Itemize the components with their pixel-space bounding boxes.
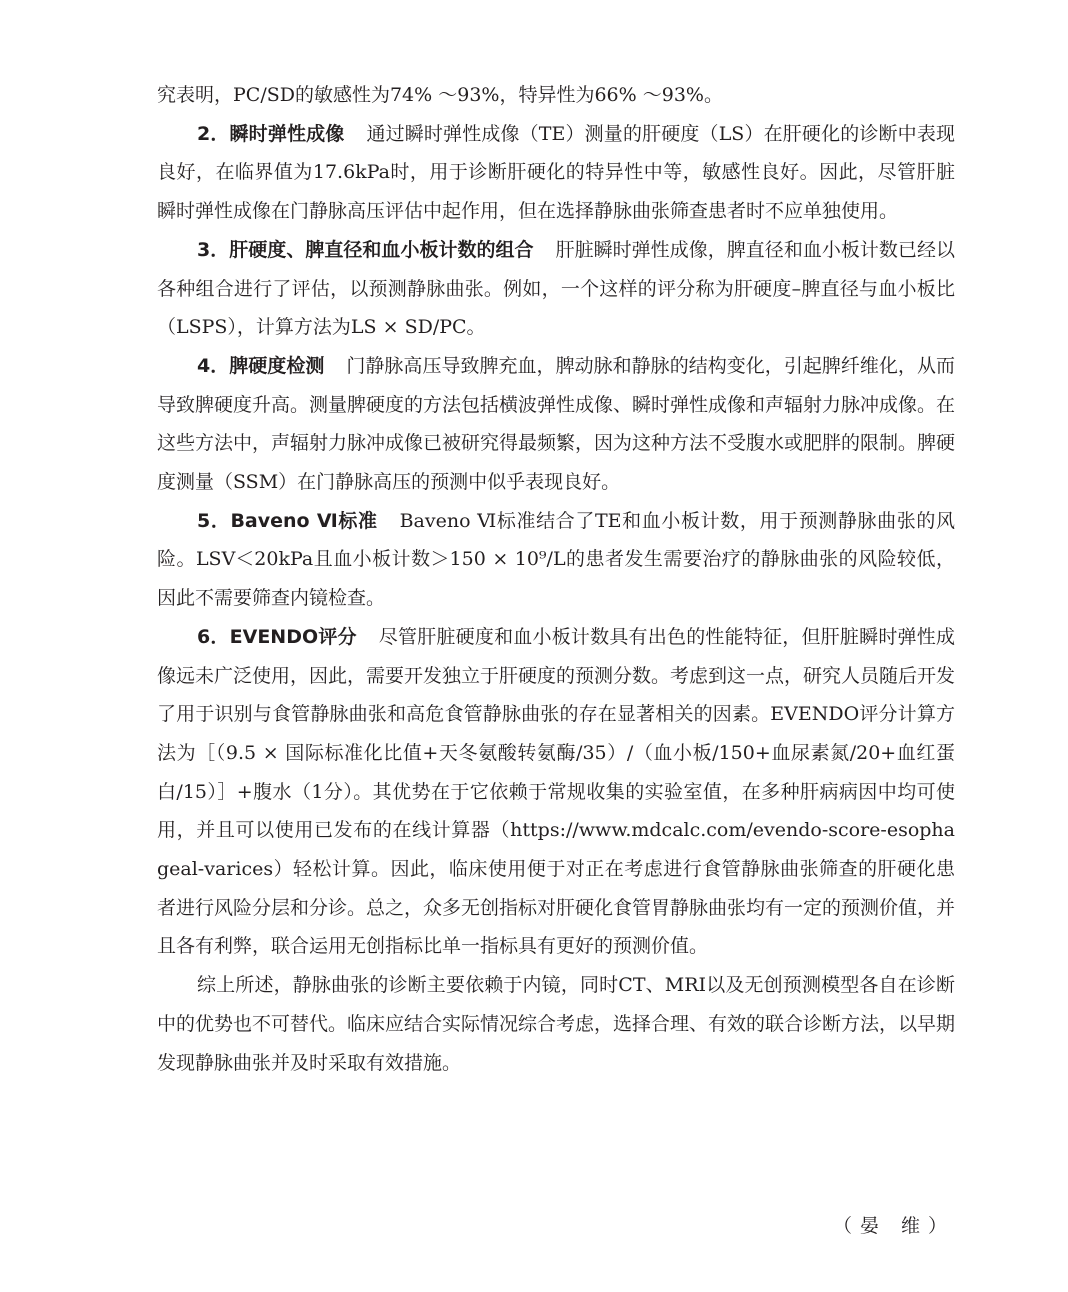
- paragraph-text: 综上所述，静脉曲张的诊断主要依赖于内镜，同时CT、MRI以及无创预测模型各自在诊断中的优势也不可替代。临床应结合实际情况综合考虑，选择合理、有效的联合诊断方法，以早期发现静脉曲张并及时采取有效措施。: [157, 974, 956, 1074]
- section-heading: 3．肝硬度、脾直径和血小板计数的组合: [197, 238, 534, 261]
- paragraph-text: 究表明，PC/SD的敏感性为74% ～93%，特异性为66% ～93%。: [157, 84, 723, 106]
- paragraph-text: 尽管肝脏硬度和血小板计数具有出色的性能特征，但肝脏瞬时弹性成像远未广泛使用，因此，需要开发独立于肝硬度的预测分数。考虑到这一点，研究人员随后开发了用于识别与食管静脉曲张和高危食管静脉曲张的存在显著相关的因素。EVENDO评分计算方法为［（9.5 × 国际标准化比值+天冬氨酸转氨酶/35）/（血小板/150+血尿素氮/20+血红蛋白/15）］+腹水（1分）。其优势在于它依赖于常规收集的实验室值，在多种肝病病因中均可使用，并且可以使用已发布的在线计算器（https://www.mdcalc.com/evendo-score-esophageal-varices）轻松计算。因此，临床使用便于对正在考虑进行食管静脉曲张筛查的肝硬化患者进行风险分层和分诊。总之，众多无创指标对肝硬化食管胃静脉曲张均有一定的预测价值，并且各有利弊，联合运用无创指标比单一指标具有更好的预测价值。: [157, 625, 956, 958]
- paragraph-text: Baveno Ⅵ标准结合了TE和血小板计数，用于预测静脉曲张的风险。LSV＜20kPa且血小板计数＞150 × 10⁹/L的患者发生需要治疗的静脉曲张的风险较低，因此不需要筛查内镜检查。: [157, 509, 956, 610]
- section-heading: 5．Baveno Ⅵ标准: [197, 509, 378, 532]
- author-signature: （晏 维）: [832, 1215, 955, 1237]
- document-body: [157, 76, 955, 1082]
- paragraph-evendo: [157, 618, 955, 966]
- paragraph-lsps: [157, 231, 955, 347]
- paragraph-text: 肝脏瞬时弹性成像，脾直径和血小板计数已经以各种组合进行了评估，以预测静脉曲张。例如，一个这样的评分称为肝硬度–脾直径与血小板比（LSPS），计算方法为LS × SD/PC。: [157, 238, 955, 339]
- section-heading: 6．EVENDO评分: [197, 625, 357, 648]
- paragraph-continuation: [157, 76, 955, 115]
- paragraph-transient-elastography: [157, 115, 955, 231]
- section-heading: 4．脾硬度检测: [197, 354, 325, 377]
- paragraph-text: 门静脉高压导致脾充血，脾动脉和静脉的结构变化，引起脾纤维化，从而导致脾硬度升高。测量脾硬度的方法包括横波弹性成像、瞬时弹性成像和声辐射力脉冲成像。在这些方法中，声辐射力脉冲成像已被研究得最频繁，因为这种方法不受腹水或肥胖的限制。脾硬度测量（SSM）在门静脉高压的预测中似乎表现良好。: [157, 354, 956, 494]
- paragraph-spleen-stiffness: [157, 347, 955, 502]
- paragraph-baveno: [157, 502, 955, 618]
- paragraph-text: 通过瞬时弹性成像（TE）测量的肝硬度（LS）在肝硬化的诊断中表现良好，在临界值为17.6kPa时，用于诊断肝硬化的特异性中等，敏感性良好。因此，尽管肝脏瞬时弹性成像在门静脉高压评估中起作用，但在选择静脉曲张筛查患者时不应单独使用。: [157, 122, 955, 223]
- section-heading: 2．瞬时弹性成像: [197, 122, 345, 145]
- paragraph-summary: [157, 966, 955, 1082]
